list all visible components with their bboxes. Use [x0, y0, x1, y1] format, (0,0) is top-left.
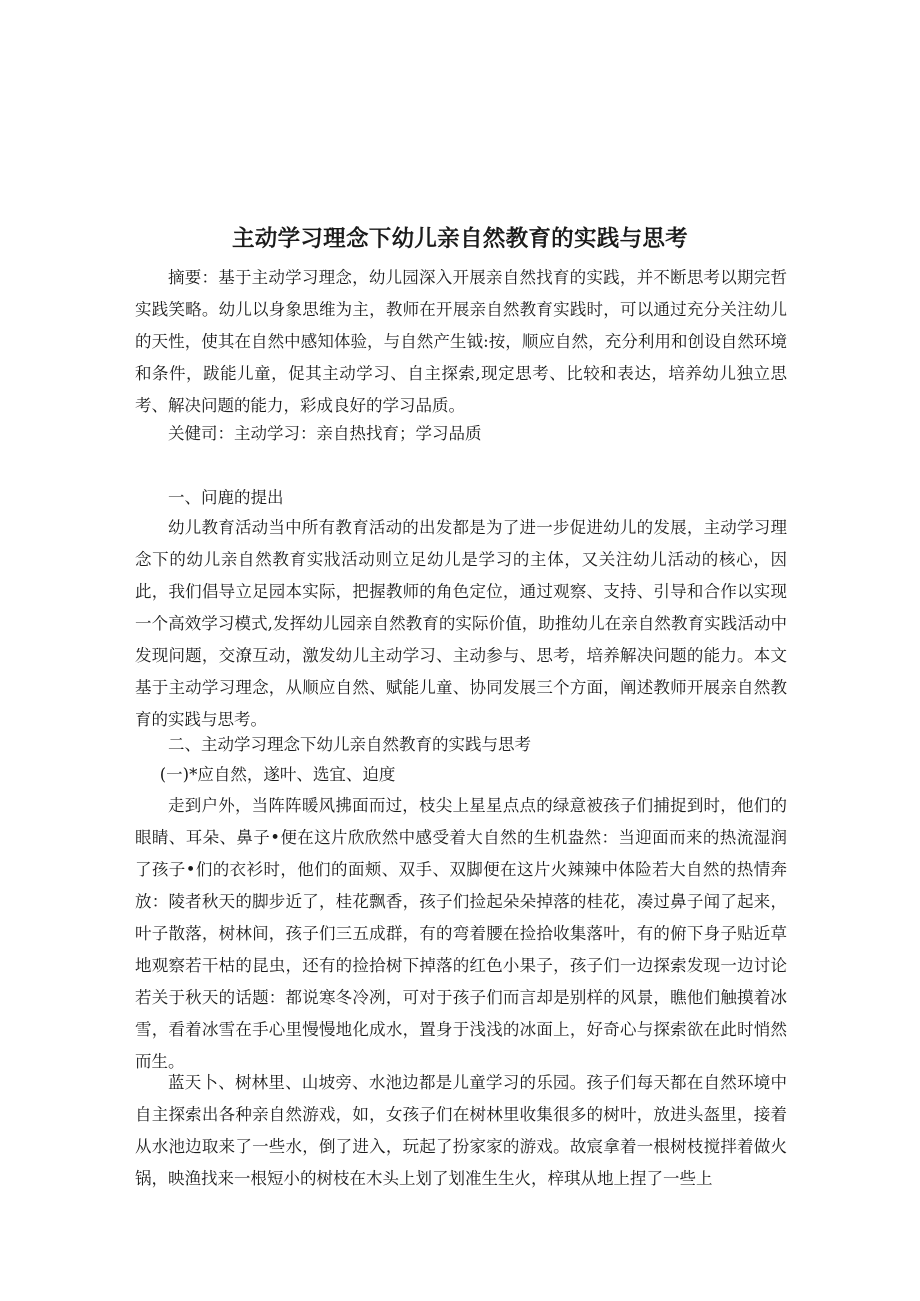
keywords-line: 关健司：主动学习：亲自热找育；学习品质 — [168, 424, 482, 443]
section-1-heading: 一、问鹿的提出 — [168, 488, 284, 507]
section-1-paragraph: 幼儿教育活动当中所有教育活动的出发都是为了进一步促进幼儿的发展，主动学习理念下的幼儿亲自然教育实戕活动则立足幼儿是学习的主体，又关注幼儿活动的核心，因此，我们倡导立足园本实际，把握教师的角色定位，通过观察、支持、引导和合作以实现一个高效学习模式,发挥幼儿园亲自然教育的实际价值，助推幼儿在亲自然教育实践活动中发现问题，交潦互动，激发幼儿主动学习、主动参与、思考，培养解决问题的能力。本文基于主动学习理念，从顺应自然、赋能儿童、协同发展三个方面，阐述教师开展亲自然教育的实践与思考。 — [135, 518, 787, 729]
subsection-1-heading: (一)*应自然，遂叶、选宜、迫度 — [159, 765, 396, 784]
page-title: 主动学习理念下幼儿亲自然教育的实践与思考 — [231, 226, 688, 252]
subsection-1-paragraph-2: 蓝天卜、树林里、山坡旁、水池边都是儿童学习的乐园。孩子们每天都在自然环境中自主探索出各种亲自然游戏，如，女孩子们在树林里收集很多的树叶，放进头盔里，接着从水池边取来了一些水，倒了进入，玩起了扮家家的游戏。故宸拿着一根树枝搅拌着做火锅，映渔找来一根短小的树枝在木头上划了划准生生火，梓琪从地上捏了一些上 — [135, 1073, 787, 1188]
section-2-heading: 二、主动学习理念下幼儿亲自然教育的实践与思考 — [168, 735, 531, 754]
abstract-paragraph: 摘要：基于主动学习理念，幼儿园深入开展亲自然找育的实践，并不断思考以期完哲实践笑略。幼儿以身象思维为主，教师在开展亲自然教育实践时，可以通过充分关注幼儿的天性，使其在自然中感知体验，与自然产生钺:按，顺应自然，充分利用和创设自然环境和条件，跋能儿童，促其主动学习、自主探索,现定思考、比较和表达，培养幼儿独立思考、解决问题的能力，彩成良好的学习品质。 — [135, 268, 787, 415]
subsection-1-paragraph: 走到户外，当阵阵暖风拂面而过，枝尖上星星点点的绿意被孩子们捕捉到时，他们的眼睛、耳朵、鼻子•便在这片欣欣然中感受着大自然的生机盎然：当迎面而来的热流湿润了孩子•们的衣衫时，他们的面颊、双手、双脚便在这片火辣辣中体险若大自然的热情奔放：陵者秋天的脚步近了，桂花飘香，孩子们捡起朵朵掉落的桂花，凑过鼻子闻了起来，叶子散落，树林间，孩子们三五成群，有的弯着腰在捡拾收集落叶，有的俯下身子贴近草地观察若干枯的昆虫，还有的捡拾树下掉落的红色小果子，孩子们一边探索发现一边讨论若关于秋天的话题：都说寒冬冷冽，可对于孩子们而言却是别样的风景，瞧他们触摸着冰雪，看着冰雪在手心里慢慢地化成水，置身于浅浅的冰面上，好奇心与探索欲在此时悄然而生。 — [135, 796, 787, 1071]
